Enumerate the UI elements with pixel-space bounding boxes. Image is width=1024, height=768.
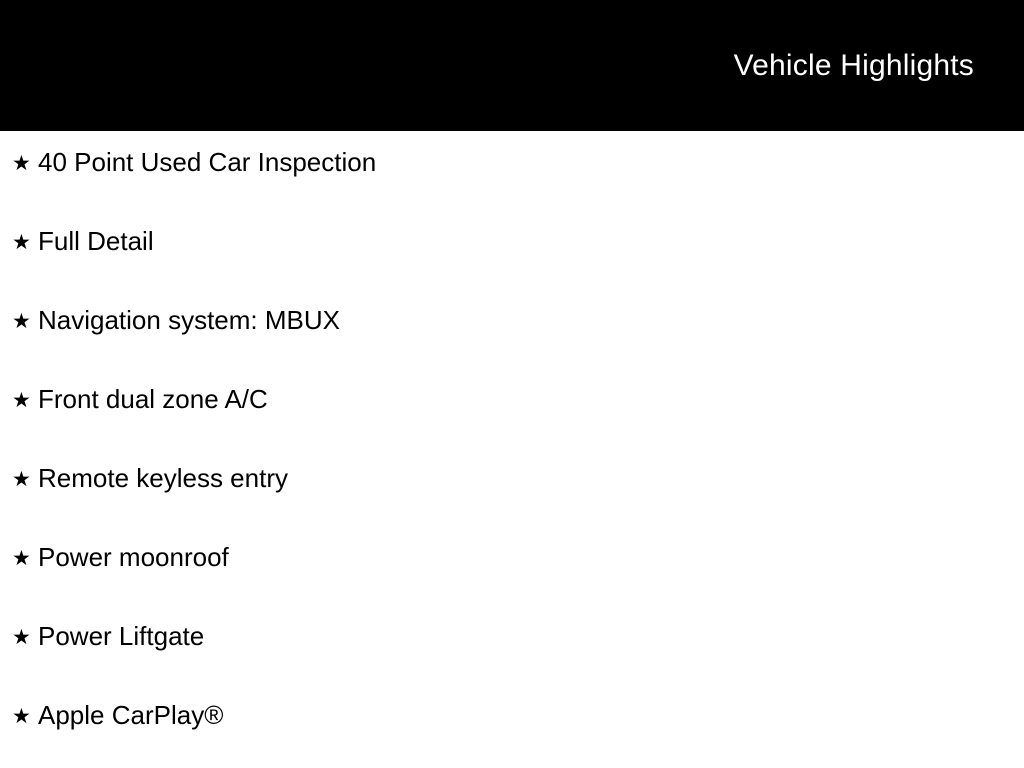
list-item — [0, 382, 1024, 461]
list-item-label: Navigation system: MBUX — [38, 305, 340, 335]
list-item — [0, 224, 1024, 303]
vehicle-highlights-list — [0, 131, 1024, 768]
star-icon: ★ — [12, 705, 31, 728]
list-item-label: Apple CarPlay® — [38, 700, 224, 730]
list-item — [0, 698, 1024, 768]
header-bar — [0, 0, 1024, 131]
star-icon: ★ — [12, 547, 31, 570]
star-icon: ★ — [12, 231, 31, 254]
star-icon: ★ — [12, 152, 31, 175]
list-item — [0, 540, 1024, 619]
list-item — [0, 619, 1024, 698]
star-icon: ★ — [12, 389, 31, 412]
list-item-label: Remote keyless entry — [38, 463, 288, 493]
list-item-label: Front dual zone A/C — [38, 384, 268, 414]
list-item-label: 40 Point Used Car Inspection — [38, 147, 377, 177]
page-title: Vehicle Highlights — [733, 48, 974, 82]
list-item — [0, 461, 1024, 540]
star-icon: ★ — [12, 310, 31, 333]
list-item-label: Power Liftgate — [38, 621, 205, 651]
list-item — [0, 303, 1024, 382]
star-icon: ★ — [12, 626, 31, 649]
list-item-label: Power moonroof — [38, 542, 229, 572]
list-item-label: Full Detail — [38, 226, 154, 256]
list-item — [0, 145, 1024, 224]
star-icon: ★ — [12, 468, 31, 491]
